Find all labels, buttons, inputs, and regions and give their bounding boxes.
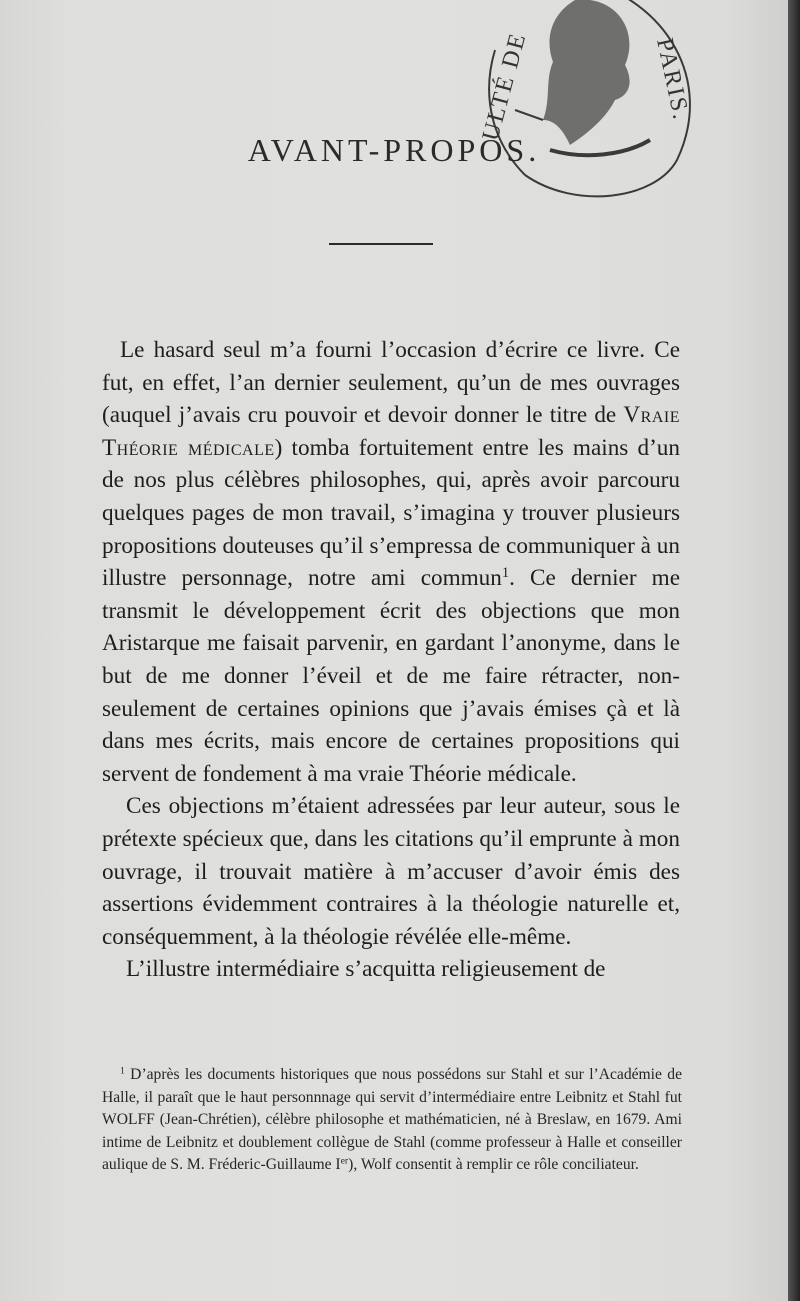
footnote-superscript: er xyxy=(340,1155,349,1167)
page-edge xyxy=(788,0,800,1301)
stamp-left-text: ULTÉ DE xyxy=(477,29,532,144)
footnote-number: 1 xyxy=(120,1065,125,1077)
paragraph: Ces objections m’étaient adressées par leur auteur, sous le prétexte spécieux que, dans les citations qu’il emprunte à mon ouvrage, il trouvait matière à m’accuser d’avoir émis des assertions évidemment contraires à la théologie naturelle et, conséquemment, à la théologie révélée elle-même. xyxy=(102,793,680,950)
stamp-right-text: PARIS. xyxy=(651,35,694,124)
book-title: Vraie Théorie médicale xyxy=(102,402,680,461)
main-text xyxy=(102,334,680,986)
paragraph: L’illustre intermédiaire s’acquitta religieusement de xyxy=(126,956,606,983)
footnote-text: ), Wolf consentit à remplir ce rôle conciliateur. xyxy=(348,1156,639,1173)
library-stamp xyxy=(455,0,715,215)
footnote-text: D’après les documents historiques que nous possédons sur Stahl et sur l’Académie de Halle, il paraît que le haut personnnage qui servit d’intermédiaire entre Leibnitz et Stahl fut WOLFF (Jean-Chrétien), célèbre philosophe et mathématicien, né à Breslaw, en 1679. Ami intime de Leibnitz et doublement collègue de Stahl (comme professeur à Halle et conseiller aulique de S. M. Fréderic-Guillaume I xyxy=(102,1066,682,1173)
footnote-ref: 1 xyxy=(501,565,510,582)
footnote xyxy=(102,1064,682,1177)
paragraph-text: Le hasard seul m’a fourni l’occasion d’écrire ce livre. Ce fut, en effet, l’an dernier seulement, qu’un de mes ouvrages (auquel j’avais cru pouvoir et devoir donner le titre de xyxy=(102,337,680,429)
paragraph-text: ) tomba fortuitement entre les mains d’un de nos plus célèbres philosophes, qui, après avoir parcouru quelques pages de mon travail, s’imagina y trouver plusieurs propositions douteuses qu’il s’empressa de communiquer à un illustre personnage, notre ami commun xyxy=(102,434,680,592)
title-rule xyxy=(329,243,433,245)
paragraph-text: . Ce dernier me transmit le développement écrit des objections que mon Aristarque me faisait parvenir, en gardant l’anonyme, dans le but de me donner l’éveil et de me faire rétracter, non-seulement de certaines opinions que j’avais émises çà et là dans mes écrits, mais encore de certaines propositions qui servent de fondement à ma vraie Théorie médicale. xyxy=(102,565,680,787)
page-title: AVANT-PROPOS. xyxy=(247,132,541,168)
paragraph xyxy=(102,334,680,790)
